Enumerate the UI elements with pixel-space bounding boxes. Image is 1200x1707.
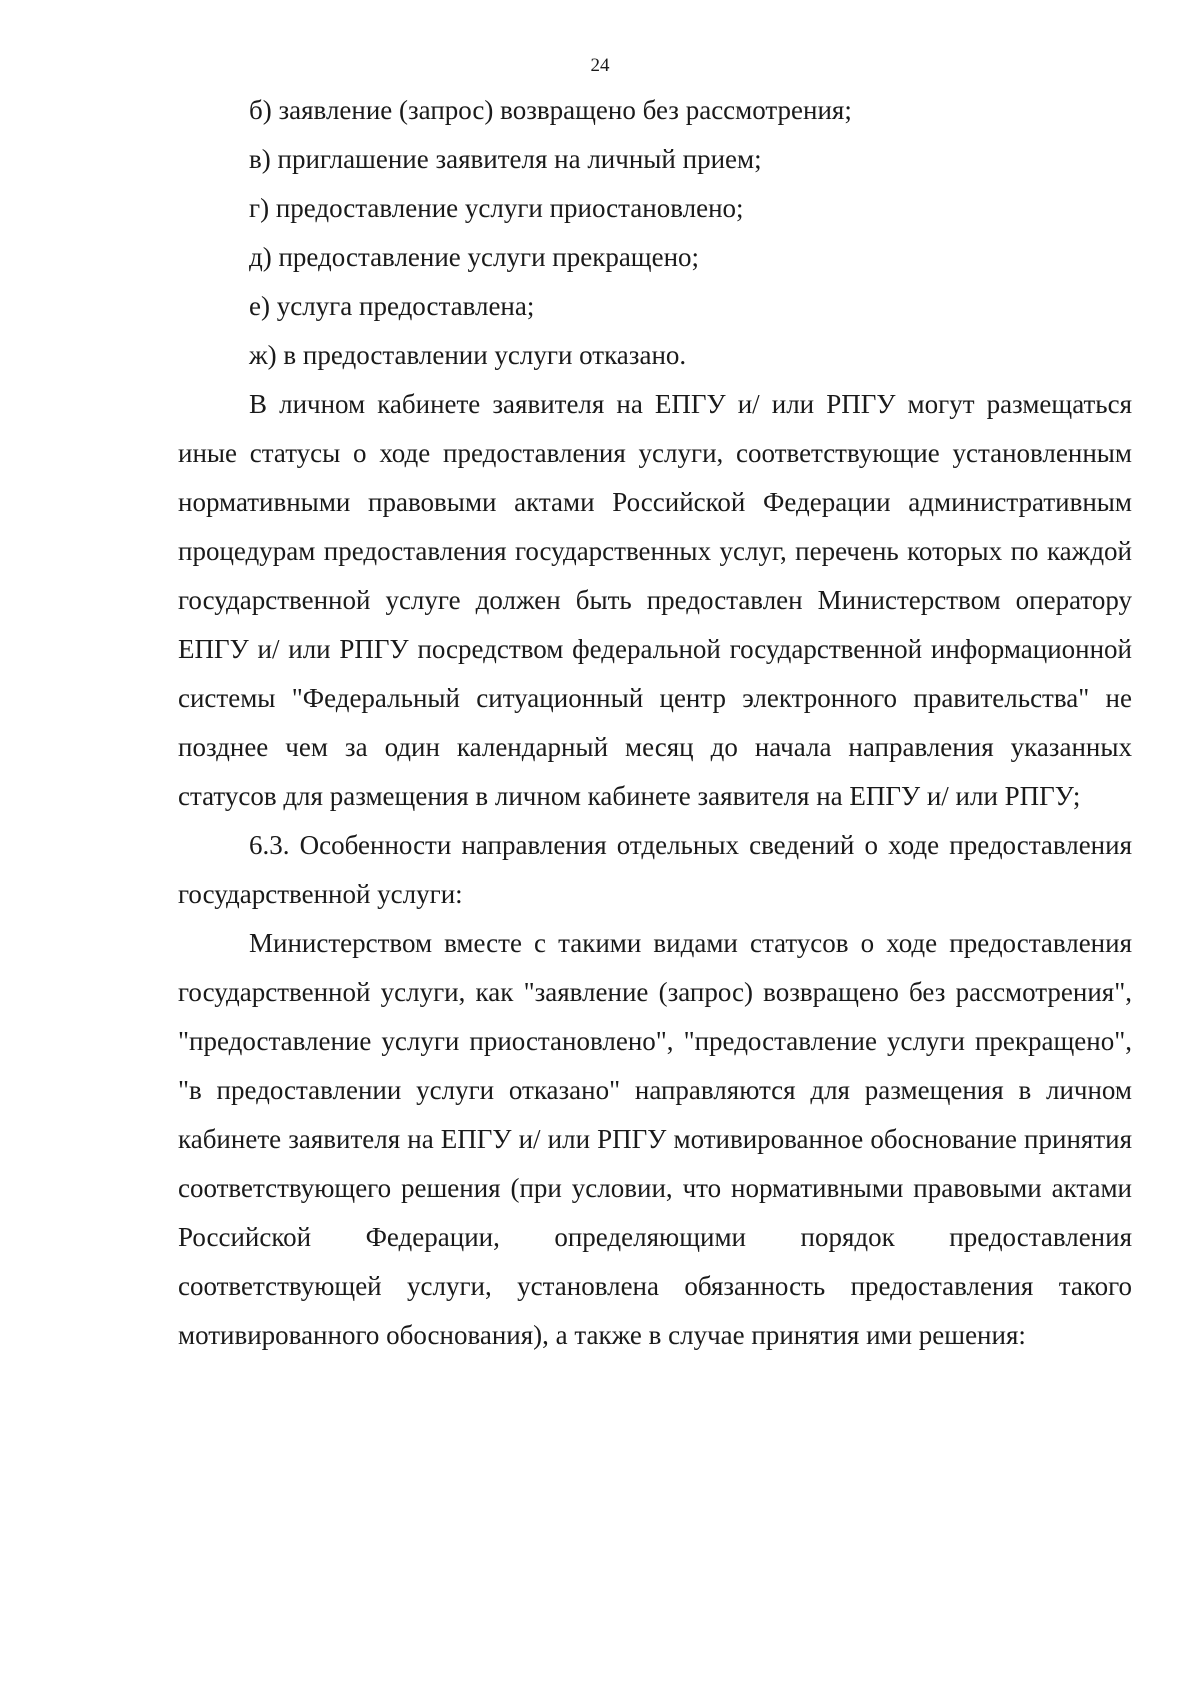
paragraph-personal-account-statuses: В личном кабинете заявителя на ЕПГУ и/ или РПГУ могут размещаться иные статусы о ходе предоставления услуги, соответствующие установленным нормативными правовыми актами Российской Федерации административным процедурам предоставления государственных услуг, перечень которых по каждой государственной услуге должен быть предоставлен Министерством оператору ЕПГУ и/ или РПГУ посредством федеральной государственной информационной системы "Федеральный ситуационный центр электронного правительства" не позднее чем за один календарный месяц до начала направления указанных статусов для размещения в личном кабинете заявителя на ЕПГУ и/ или РПГУ; bbox=[178, 389, 1132, 811]
status-list-item-b: б) заявление (запрос) возвращено без рассмотрения; bbox=[249, 95, 852, 125]
status-list-item-g: г) предоставление услуги приостановлено; bbox=[249, 193, 744, 223]
paragraph-motivated-justification: Министерством вместе с такими видами статусов о ходе предоставления государственной услуги, как "заявление (запрос) возвращено без рассмотрения", "предоставление услуги приостановлено", "предоставление услуги прекращено", "в предоставлении услуги отказано" направляются для размещения в личном кабинете заявителя на ЕПГУ и/ или РПГУ мотивированное обоснование принятия соответствующего решения (при условии, что нормативными правовыми актами Российской Федерации, определяющими порядок предоставления соответствующей услуги, установлена обязанность предоставления такого мотивированного обоснования), а также в случае принятия ими решения: bbox=[178, 928, 1132, 1350]
status-list-item-v: в) приглашение заявителя на личный прием; bbox=[249, 144, 762, 174]
status-list-item-d: д) предоставление услуги прекращено; bbox=[249, 242, 700, 272]
section-6-3-heading: 6.3. Особенности направления отдельных сведений о ходе предоставления государственной услуги: bbox=[178, 830, 1132, 909]
status-list-item-e: е) услуга предоставлена; bbox=[249, 291, 535, 321]
status-list-item-zh: ж) в предоставлении услуги отказано. bbox=[249, 340, 687, 370]
document-body bbox=[178, 86, 1132, 1360]
page-number: 24 bbox=[590, 55, 610, 76]
